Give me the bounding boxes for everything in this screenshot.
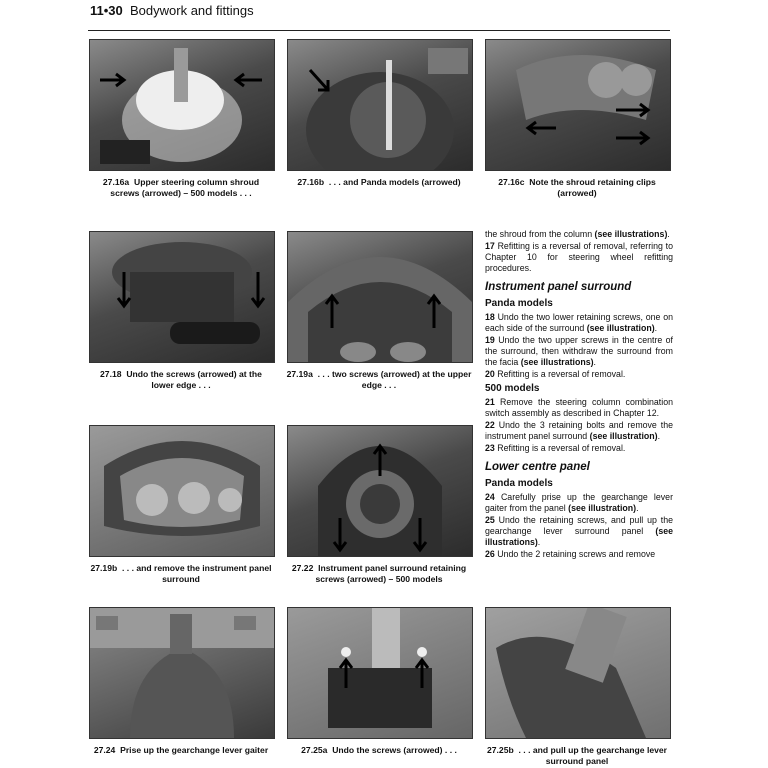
body-text-column <box>485 229 673 561</box>
photo-27-16b <box>287 39 473 171</box>
caption-27-16b: 27.16b . . . and Panda models (arrowed) <box>297 177 461 187</box>
section-title: Bodywork and fittings <box>130 3 254 18</box>
heading-panda-models-2: Panda models <box>485 478 553 489</box>
paragraph-20: 20 Refitting is a reversal of removal. <box>485 369 626 379</box>
photo-27-18 <box>89 231 275 363</box>
page-header <box>88 0 670 31</box>
photo-27-19b <box>89 425 275 557</box>
photo-27-24 <box>89 607 275 739</box>
heading-instrument-panel-surround: Instrument panel surround <box>485 281 632 293</box>
photo-27-25b <box>485 607 671 739</box>
paragraph-21: 21 Remove the steering column combination switch assembly as described in Chapter 12. <box>485 397 673 418</box>
photo-27-16c <box>485 39 671 171</box>
photo-27-19a <box>287 231 473 363</box>
paragraph-25: 25 Undo the retaining screws, and pull up the gearchange lever surround panel (see illustrations). <box>485 515 673 547</box>
heading-lower-centre-panel: Lower centre panel <box>485 461 590 473</box>
paragraph-22: 22 Undo the 3 retaining bolts and remove the instrument panel surround (see illustration). <box>485 420 673 441</box>
photo-27-16a <box>89 39 275 171</box>
caption-27-19b: 27.19b . . . and remove the instrument panel surround <box>90 563 272 584</box>
caption-27-19a: 27.19a . . . two screws (arrowed) at the upper edge . . . <box>286 369 472 390</box>
paragraph-19: 19 Undo the two upper screws in the centre of the surround, then withdraw the surround from the facia (see illustrations). <box>485 335 673 367</box>
paragraph-24: 24 Carefully prise up the gearchange lever gaiter from the panel (see illustration). <box>485 492 674 513</box>
caption-27-16c: 27.16c Note the shroud retaining clips (arrowed) <box>498 177 656 198</box>
caption-27-16a: 27.16a Upper steering column shroud screws (arrowed) – 500 models . . . <box>102 177 260 198</box>
caption-27-25a: 27.25a Undo the screws (arrowed) . . . <box>301 745 457 755</box>
heading-500-models: 500 models <box>485 383 540 394</box>
photo-27-25a <box>287 607 473 739</box>
caption-27-24: 27.24 Prise up the gearchange lever gaiter <box>93 745 269 755</box>
paragraph-26: 26 Undo the 2 retaining screws and remove <box>485 549 656 559</box>
paragraph-17: 17 Refitting is a reversal of removal, referring to Chapter 10 for steering wheel refitting procedures. <box>485 241 673 273</box>
photo-27-22 <box>287 425 473 557</box>
heading-panda-models: Panda models <box>485 298 553 309</box>
paragraph-continued: the shroud from the column (see illustrations). <box>485 229 670 239</box>
paragraph-23: 23 Refitting is a reversal of removal. <box>485 443 626 453</box>
page-number: 11•30 <box>90 3 123 18</box>
caption-27-18: 27.18 Undo the screws (arrowed) at the lower edge . . . <box>100 369 262 390</box>
paragraph-18: 18 Undo the two lower retaining screws, one on each side of the surround (see illustration). <box>485 312 673 333</box>
caption-27-25b: 27.25b . . . and pull up the gearchange lever surround panel <box>486 745 668 766</box>
caption-27-22: 27.22 Instrument panel surround retaining screws (arrowed) – 500 models <box>291 563 467 584</box>
